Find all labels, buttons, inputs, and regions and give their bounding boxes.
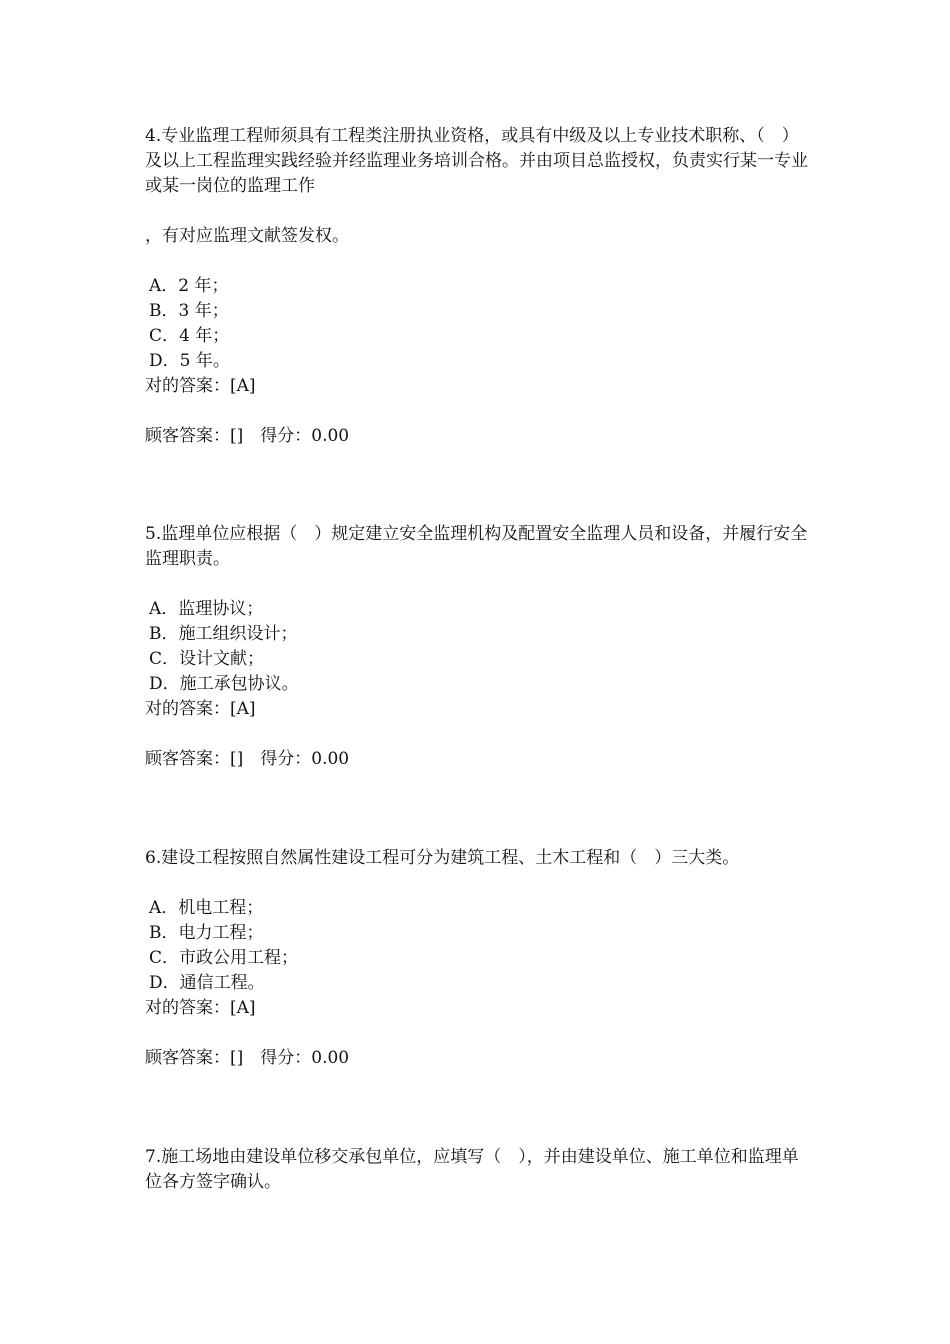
question-text: 6.建设工程按照自然属性建设工程可分为建筑工程、土木工程和（ ）三大类。 (145, 848, 740, 868)
option-a: A．监理协议； (149, 599, 264, 619)
option-c: C．设计文献； (149, 649, 265, 669)
question-4 (145, 124, 815, 449)
customer-answer: 顾客答案：[] 得分：0.00 (145, 749, 350, 769)
question-text: 4.专业监理工程师须具有工程类注册执业资格，或具有中级及以上专业技术职称、（ ）及以上工程监理实践经验并经监理业务培训合格。并由项目总监授权，负责实行某一专业或某一岗位的监理工作 (145, 126, 808, 196)
option-c: C．4 年； (149, 326, 230, 346)
question-continuation: ，有对应监理文献签发权。 (145, 226, 349, 246)
question-text: 5.监理单位应根据（ ）规定建立安全监理机构及配置安全监理人员和设备，并履行安全监理职责。 (145, 524, 808, 569)
option-a: A．2 年； (149, 276, 229, 296)
correct-answer: 对的答案：[A] (145, 998, 256, 1018)
question-5 (145, 522, 815, 772)
question-6 (145, 846, 815, 1071)
customer-answer: 顾客答案：[] 得分：0.00 (145, 1048, 350, 1068)
question-7 (145, 1145, 815, 1195)
option-d: D．通信工程。 (149, 973, 265, 993)
option-d: D．施工承包协议。 (149, 674, 299, 694)
option-d: D．5 年。 (149, 351, 230, 371)
option-c: C．市政公用工程； (149, 948, 299, 968)
correct-answer: 对的答案：[A] (145, 699, 256, 719)
question-text: 7.施工场地由建设单位移交承包单位，应填写（ ），并由建设单位、施工单位和监理单位各方签字确认。 (145, 1147, 799, 1192)
correct-answer: 对的答案：[A] (145, 376, 256, 396)
option-list (145, 896, 815, 996)
option-b: B．施工组织设计； (149, 624, 298, 644)
option-b: B．电力工程； (149, 923, 264, 943)
option-list (145, 274, 815, 374)
option-b: B．3 年； (149, 301, 229, 321)
customer-answer: 顾客答案：[] 得分：0.00 (145, 426, 350, 446)
option-list (145, 597, 815, 697)
option-a: A．机电工程； (149, 898, 264, 918)
